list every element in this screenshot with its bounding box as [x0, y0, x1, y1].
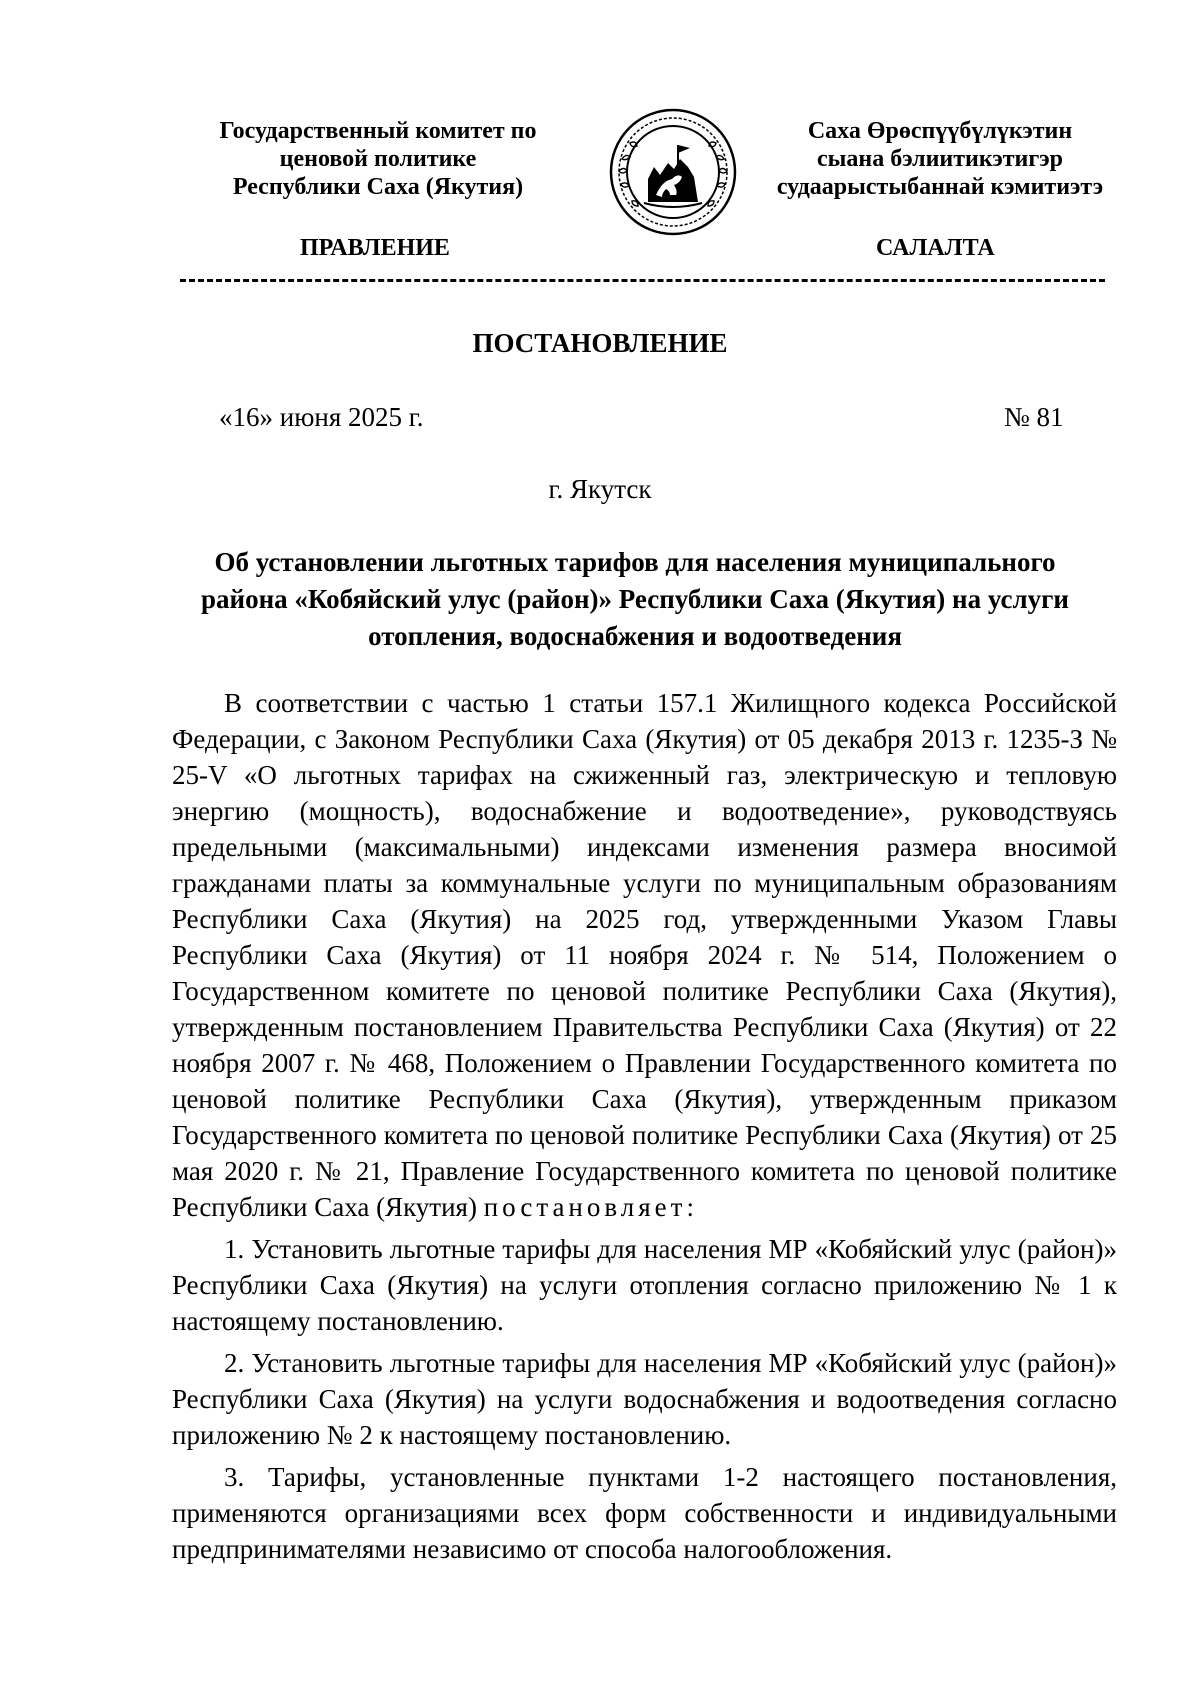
- resolves-word: постановляет:: [483, 1192, 698, 1222]
- board-label-sakha: САЛАЛТА: [876, 235, 995, 261]
- coat-of-arms-icon: [608, 107, 738, 237]
- org-sakha-line: сыана бэлиитикэтигэр: [816, 146, 1063, 172]
- organization-name-sakha: [745, 117, 1135, 201]
- org-ru-line: ценовой политике: [279, 146, 477, 172]
- document-title: ПОСТАНОВЛЕНИЕ: [472, 328, 728, 358]
- resolution-item-1: 1. Установить льготные тарифы для населения МР «Кобяйский улус (район)» Республики Саха (Якутия) на услуги отопления согласно приложению № 1 к настоящему постановлению.: [172, 1234, 1117, 1336]
- header-divider: [180, 279, 1105, 282]
- document-subject: [170, 544, 1100, 655]
- subject-line: района «Кобяйский улус (район)» Республики Саха (Якутия) на услуги: [201, 584, 1069, 614]
- resolution-item-3: 3. Тарифы, установленные пунктами 1-2 настоящего постановления, применяются организациями всех форм собственности и индивидуальными предпринимателями независимо от способа налогообложения.: [172, 1462, 1117, 1564]
- preamble-paragraph: [172, 685, 1117, 1225]
- board-label-russian: ПРАВЛЕНИЕ: [300, 235, 450, 261]
- resolution-item-2: 2. Установить льготные тарифы для населения МР «Кобяйский улус (район)» Республики Саха (Якутия) на услуги водоснабжения и водоотведения согласно приложению № 2 к настоящему постановлению.: [172, 1348, 1117, 1450]
- preamble-text: В соответствии с частью 1 статьи 157.1 Жилищного кодекса Российской Федерации, с Законом Республики Саха (Якутия) от 05 декабря 2013 г. 1235-З № 25-V «О льготных тарифах на сжиженный газ, электрическую и тепловую энергию (мощность), водоснабжение и водоотведение», руководствуясь предельными (максимальными) индексами изменения размера вносимой гражданами платы за коммунальные услуги по муниципальным образованиям Республики Саха (Якутия) на 2025 год, утвержденными Указом Главы Республики Саха (Якутия) от 11 ноября 2024 г. № 514, Положением о Государственном комитете по ценовой политике Республики Саха (Якутия), утвержденным постановлением Правительства Республики Саха (Якутия) от 22 ноября 2007 г. № 468, Положением о Правлении Государственного комитета по ценовой политике Республики Саха (Якутия), утвержденным приказом Государственного комитета по ценовой политике Республики Саха (Якутия) от 25 мая 2020 г. № 21, Правление Государственного комитета по ценовой политике Республики Саха (Якутия): [172, 688, 1117, 1222]
- document-date: «16» июня 2025 г.: [219, 402, 424, 432]
- org-sakha-line: судаарыстыбаннай кэмитиэтэ: [776, 174, 1104, 200]
- subject-line: Об установлении льготных тарифов для населения муниципального: [214, 547, 1056, 577]
- subject-line: отопления, водоснабжения и водоотведения: [368, 621, 902, 651]
- org-ru-line: Республики Саха (Якутия): [232, 174, 524, 200]
- document-body: [172, 685, 1117, 1567]
- document-city: г. Якутск: [548, 474, 652, 504]
- org-sakha-line: Саха Өрөспүүбүлүкэтин: [807, 118, 1073, 144]
- document-number: № 81: [1004, 402, 1064, 432]
- org-ru-line: Государственный комитет по: [219, 118, 537, 144]
- organization-name-russian: [178, 117, 578, 201]
